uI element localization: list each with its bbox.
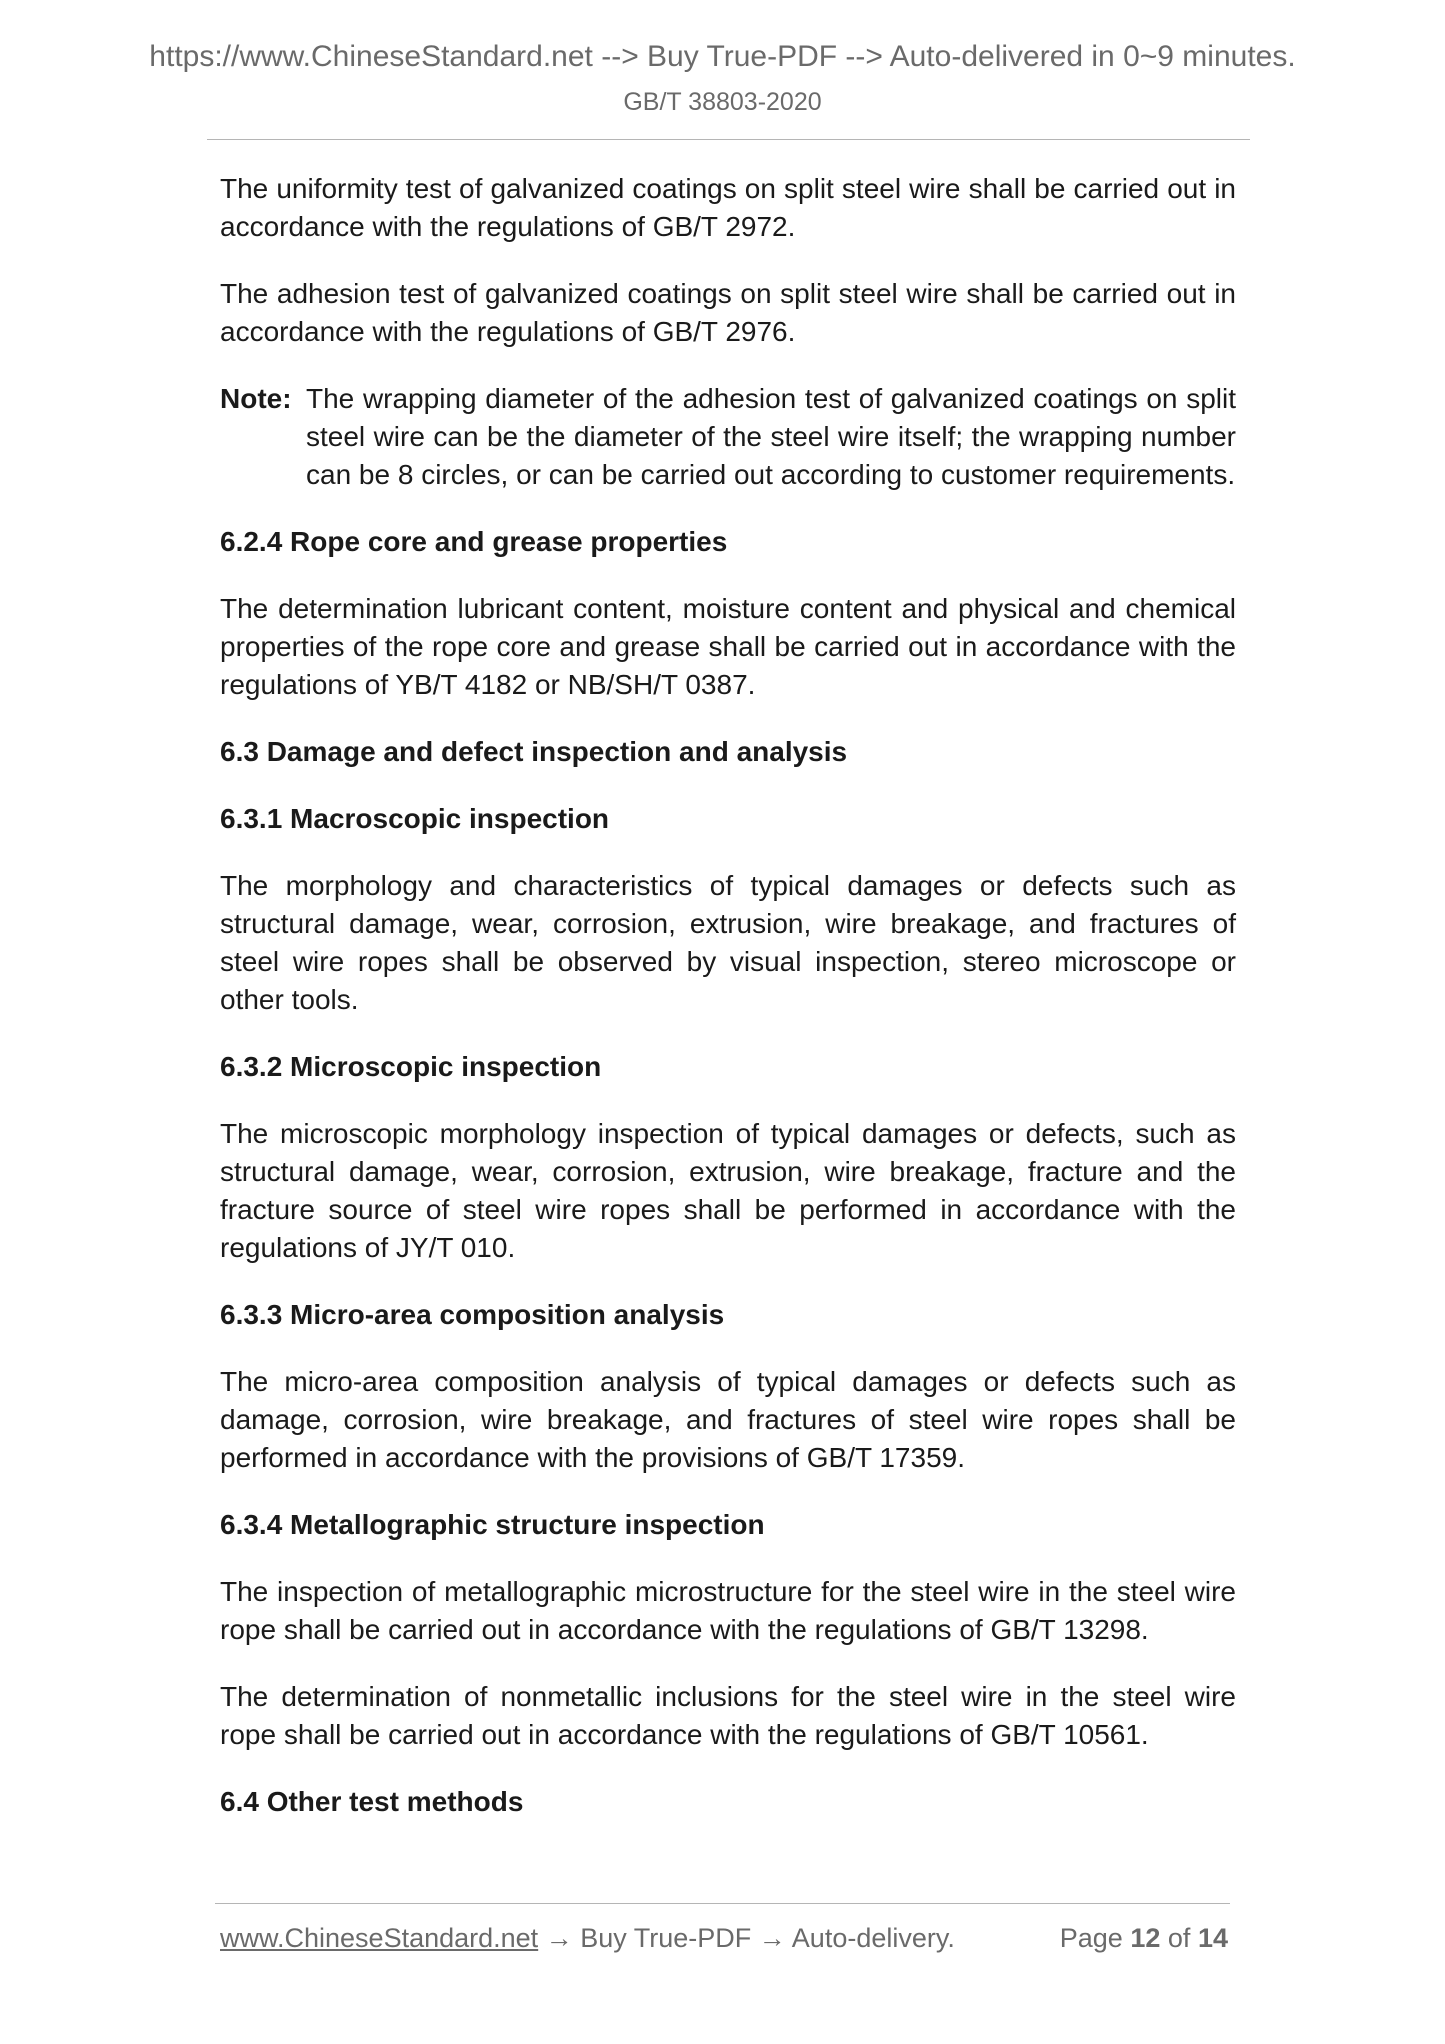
footer-divider xyxy=(215,1903,1230,1904)
paragraph-6-3-1: The morphology and characteristics of typical damages or defects such as structural damage, wear, corrosion, extrusion, wire breakage, and fractures of steel wire ropes shall be observed by visual inspection, stereo microscope or other tools. xyxy=(220,870,1236,1015)
paragraph-6-2-4: The determination lubricant content, moisture content and physical and chemical properties of the rope core and grease shall be carried out in accordance with the regulations of YB/T 4182 or NB/SH/T 0387. xyxy=(220,593,1236,700)
paragraph-6-3-4-microstructure: The inspection of metallographic microstructure for the steel wire in the steel wire rope shall be carried out in accordance with the regulations of GB/T 13298. xyxy=(220,1576,1236,1645)
header-banner[interactable]: https://www.ChineseStandard.net --> Buy True-PDF --> Auto-delivered in 0~9 minutes. xyxy=(149,40,1296,73)
heading-6-3-1: 6.3.1 Macroscopic inspection xyxy=(220,803,610,834)
heading-6-3-2: 6.3.2 Microscopic inspection xyxy=(220,1051,602,1082)
paragraph-uniformity-test: The uniformity test of galvanized coatings on split steel wire shall be carried out in accordance with the regulations of GB/T 2972. xyxy=(220,173,1236,242)
footer-delivery-text: Auto-delivery. xyxy=(791,1923,955,1953)
heading-6-3-3: 6.3.3 Micro-area composition analysis xyxy=(220,1299,725,1330)
page-footer xyxy=(220,1923,1228,1963)
page-content xyxy=(220,170,1236,1850)
heading-6-4: 6.4 Other test methods xyxy=(220,1786,524,1817)
note-text: The wrapping diameter of the adhesion test of galvanized coatings on split steel wire can be the diameter of the steel wire itself; the wrapping number can be 8 circles, or can be carried out according to customer requirements. xyxy=(306,383,1236,490)
paragraph-6-3-2: The microscopic morphology inspection of typical damages or defects, such as structural damage, wear, corrosion, extrusion, wire breakage, fracture and the fracture source of steel wire ropes shall be performed in accordance with the regulations of JY/T 010. xyxy=(220,1118,1236,1263)
header-divider xyxy=(207,139,1250,140)
footer-buy-text: Buy True-PDF xyxy=(580,1923,752,1953)
paragraph-adhesion-test: The adhesion test of galvanized coatings on split steel wire shall be carried out in accordance with the regulations of GB/T 2976. xyxy=(220,278,1236,347)
arrow-right-icon: → xyxy=(545,1923,573,1953)
heading-6-3-4: 6.3.4 Metallographic structure inspection xyxy=(220,1509,765,1540)
of-label: of xyxy=(1167,1923,1191,1953)
note-block xyxy=(220,380,1236,494)
page-indicator xyxy=(1060,1923,1228,1954)
page-total: 14 xyxy=(1197,1923,1228,1953)
page-label: Page xyxy=(1059,1923,1123,1953)
paragraph-6-3-3: The micro-area composition analysis of typical damages or defects such as damage, corrosion, wire breakage, and fractures of steel wire ropes shall be performed in accordance with the provisions of GB/T 17359. xyxy=(220,1366,1236,1473)
paragraph-6-3-4-inclusions: The determination of nonmetallic inclusions for the steel wire in the steel wire rope shall be carried out in accordance with the regulations of GB/T 10561. xyxy=(220,1681,1236,1750)
heading-6-3: 6.3 Damage and defect inspection and analysis xyxy=(220,736,848,767)
note-label: Note: xyxy=(220,383,292,414)
page-current: 12 xyxy=(1130,1923,1161,1953)
arrow-right-icon: → xyxy=(758,1923,786,1953)
footer-site-link[interactable]: www.ChineseStandard.net xyxy=(220,1923,539,1953)
footer-promo xyxy=(220,1923,955,1954)
document-code: GB/T 38803-2020 xyxy=(623,88,822,116)
heading-6-2-4: 6.2.4 Rope core and grease properties xyxy=(220,526,728,557)
